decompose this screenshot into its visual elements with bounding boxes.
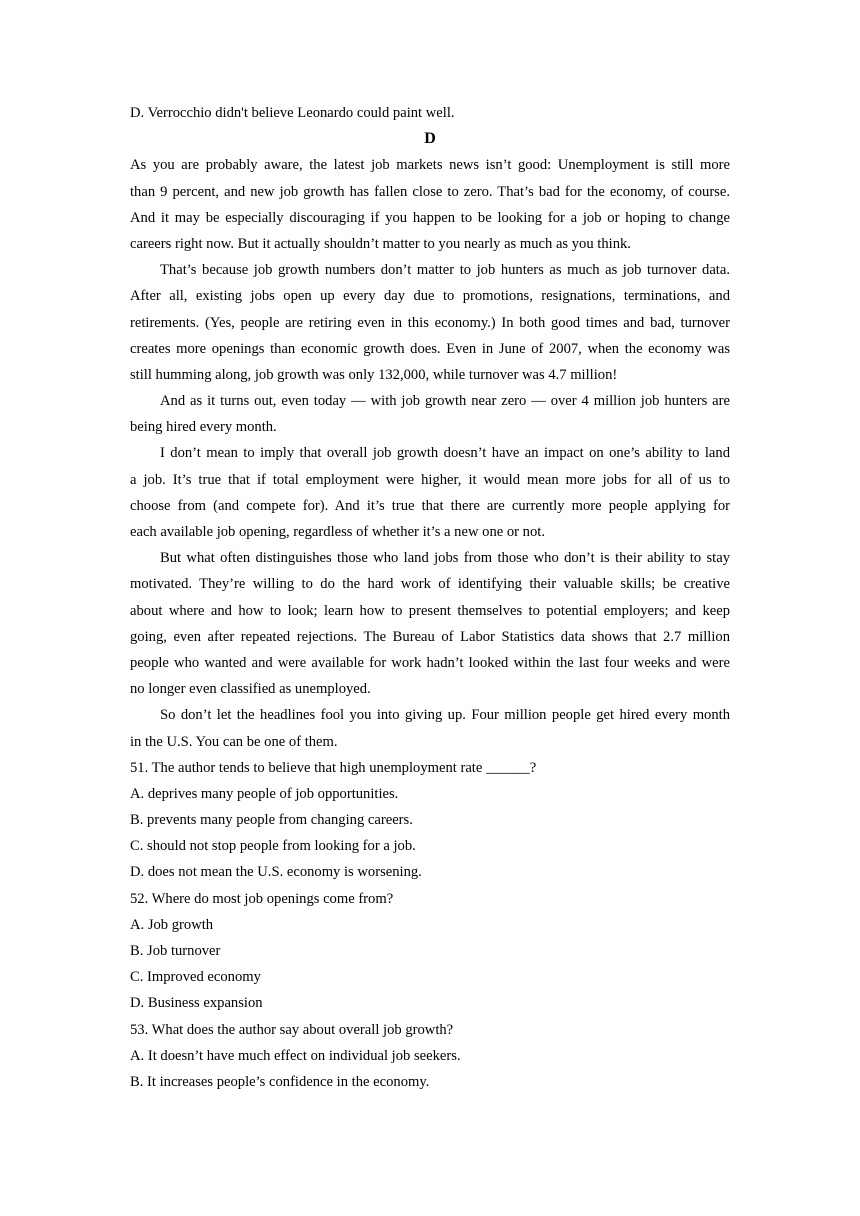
answer-option-b: B. It increases people’s confidence in the economy. bbox=[130, 1073, 430, 1090]
passage-paragraph-6 bbox=[130, 702, 730, 754]
passage-line: motivated. They’re willing to do the hard work of identifying their valuable skills; be creative bbox=[130, 576, 730, 593]
passage-line: about where and how to look; learn how to present themselves to potential employers; and keep bbox=[130, 602, 730, 619]
passage-line: As you are probably aware, the latest job markets news isn’t good: Unemployment is still more bbox=[130, 157, 730, 174]
passage-line: retirements. (Yes, people are retiring even in this economy.) In both good times and bad, turnover bbox=[130, 314, 730, 331]
answer-option-d: D. does not mean the U.S. economy is worsening. bbox=[130, 864, 422, 881]
passage-line: choose from (and compete for). And it’s true that there are currently more people applying for bbox=[130, 497, 730, 514]
answer-option-b: B. prevents many people from changing careers. bbox=[130, 812, 413, 829]
answer-option-d: D. Business expansion bbox=[130, 995, 263, 1012]
passage-line: a job. It’s true that if total employment were higher, it would mean more jobs for all of us to bbox=[130, 471, 730, 488]
passage-paragraph-5 bbox=[130, 545, 730, 702]
passage-paragraph-3 bbox=[130, 388, 730, 440]
passage-line: creates more openings than economic growth does. Even in June of 2007, when the economy was bbox=[130, 340, 730, 357]
passage-line: And as it turns out, even today — with job growth near zero — over 4 million job hunters are bbox=[160, 393, 730, 410]
question-52 bbox=[130, 886, 730, 1017]
passage-line: no longer even classified as unemployed. bbox=[130, 681, 371, 698]
passage-line: being hired every month. bbox=[130, 419, 277, 436]
passage-line: each available job opening, regardless of whether it’s a new one or not. bbox=[130, 524, 545, 540]
section-title: D bbox=[424, 130, 436, 148]
passage-paragraph-1 bbox=[130, 152, 730, 257]
answer-option-b: B. Job turnover bbox=[130, 943, 221, 959]
question-stem: 53. What does the author say about overall job growth? bbox=[130, 1021, 454, 1038]
question-stem: 52. Where do most job openings come from? bbox=[130, 890, 394, 907]
answer-option-a: A. Job growth bbox=[130, 916, 214, 933]
answer-option-a: A. It doesn’t have much effect on individual job seekers. bbox=[130, 1047, 461, 1064]
question-51 bbox=[130, 755, 730, 886]
answer-option-c: C. should not stop people from looking for a job. bbox=[130, 838, 416, 855]
previous-question-option: D. Verrocchio didn't believe Leonardo could paint well. bbox=[130, 105, 455, 121]
passage-paragraph-2 bbox=[130, 257, 730, 388]
question-stem: 51. The author tends to believe that high unemployment rate ______? bbox=[130, 759, 537, 776]
passage-line: still humming along, job growth was only 132,000, while turnover was 4.7 million! bbox=[130, 366, 618, 383]
passage-paragraph-4 bbox=[130, 440, 730, 545]
passage-line: than 9 percent, and new job growth has fallen close to zero. That’s bad for the economy, of course. bbox=[130, 183, 730, 200]
passage-line: in the U.S. You can be one of them. bbox=[130, 733, 338, 750]
passage-line: That’s because job growth numbers don’t matter to job hunters as much as job turnover data. bbox=[160, 262, 730, 279]
passage-line: And it may be especially discouraging if you happen to be looking for a job or hoping to change bbox=[130, 209, 730, 226]
passage-line: But what often distinguishes those who land jobs from those who don’t is their ability to stay bbox=[160, 550, 730, 567]
passage-line: people who wanted and were available for work hadn’t looked within the last four weeks and were bbox=[130, 654, 730, 671]
document-page bbox=[130, 100, 730, 1095]
passage-line: going, even after repeated rejections. The Bureau of Labor Statistics data shows that 2.7 million bbox=[130, 628, 730, 645]
answer-option-a: A. deprives many people of job opportunities. bbox=[130, 785, 399, 802]
passage-line: So don’t let the headlines fool you into giving up. Four million people get hired every month bbox=[160, 707, 730, 724]
question-53 bbox=[130, 1017, 730, 1096]
passage-line: careers right now. But it actually shouldn’t matter to you nearly as much as you think. bbox=[130, 235, 631, 252]
answer-option-c: C. Improved economy bbox=[130, 969, 261, 986]
passage-line: I don’t mean to imply that overall job growth doesn’t have an impact on one’s ability to land bbox=[160, 445, 730, 462]
passage-line: After all, existing jobs open up every day due to promotions, resignations, terminations, and bbox=[130, 288, 730, 305]
